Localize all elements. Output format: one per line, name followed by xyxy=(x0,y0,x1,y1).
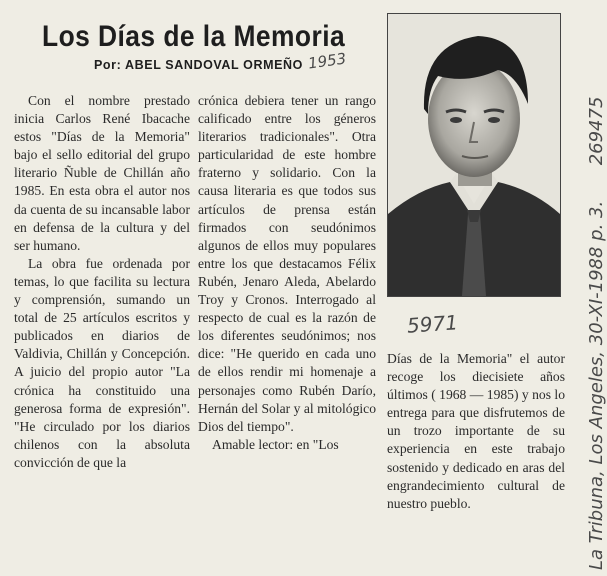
paragraph: La obra fue ordenada por temas, lo que facilita su lectura y comprensión, sumando un total de 25 artículos escritos y publicados en diarios de Valdivia, Chillán y Concepción. A juicio del propio autor "La crónica ha constituido una generosa forma de expresión". "He circulado por los diarios chilenos con la absoluta convicción de que la xyxy=(14,255,190,470)
paragraph: Con el nombre prestado inicia Carlos René Ibacache estos "Días de la Memoria" bajo el sello editorial del grupo literario Ñuble de Chillán año 1985. En esta obra el autor nos da cuenta de su incansable labor en defensa de la cultura y del ser humano. xyxy=(14,93,190,253)
source-citation: La Tribuna, Los Angeles, 30-XI-1988 p. 3. xyxy=(586,200,607,570)
reference-number: 269475 xyxy=(586,96,607,166)
article-column-3 xyxy=(387,350,565,513)
article-column-2 xyxy=(198,92,376,454)
paragraph: Días de la Memoria" el autor recoge los diecisiete años últimos ( 1968 — 1985) y nos lo entrega para que disfrutemos de un trozo importante de su experiencia en este trabajo sostenido y dedicado en aras del engrandecimiento cultural de nuestro pueblo. xyxy=(387,351,565,511)
article-title: Los Días de la Memoria xyxy=(42,20,346,53)
handwritten-code-note: 5971 xyxy=(406,310,459,338)
article-byline: Por: ABEL SANDOVAL ORMEÑO xyxy=(94,58,303,72)
paragraph: Amable lector: en "Los xyxy=(212,436,339,452)
handwritten-year-note: 1953 xyxy=(306,49,348,73)
portrait-illustration xyxy=(388,14,560,296)
paragraph: crónica debiera tener un rango calificado entre los géneros literarios tradicionales". Otra particularidad de este hombre fraterno y solidario. Con la causa literaria es que todos sus artículos de prensa están firmados con seudónimos algunos de ellos muy populares entre los que destacamos Félix Rubén, Jenaro Aleda, Abelardo Troy y Cronos. Interrogado al respecto de cual es la razón de los diferentes seudónimos; nos dice: "He querido en cada uno de ellos rendir mi homenaje a personajes como Rubén Darío, Hernán del Solar y al mitológico Dios del tiempo". xyxy=(198,93,376,434)
handwritten-source-note xyxy=(586,97,607,570)
article-column-1 xyxy=(14,92,190,472)
author-portrait-photo xyxy=(387,13,561,297)
